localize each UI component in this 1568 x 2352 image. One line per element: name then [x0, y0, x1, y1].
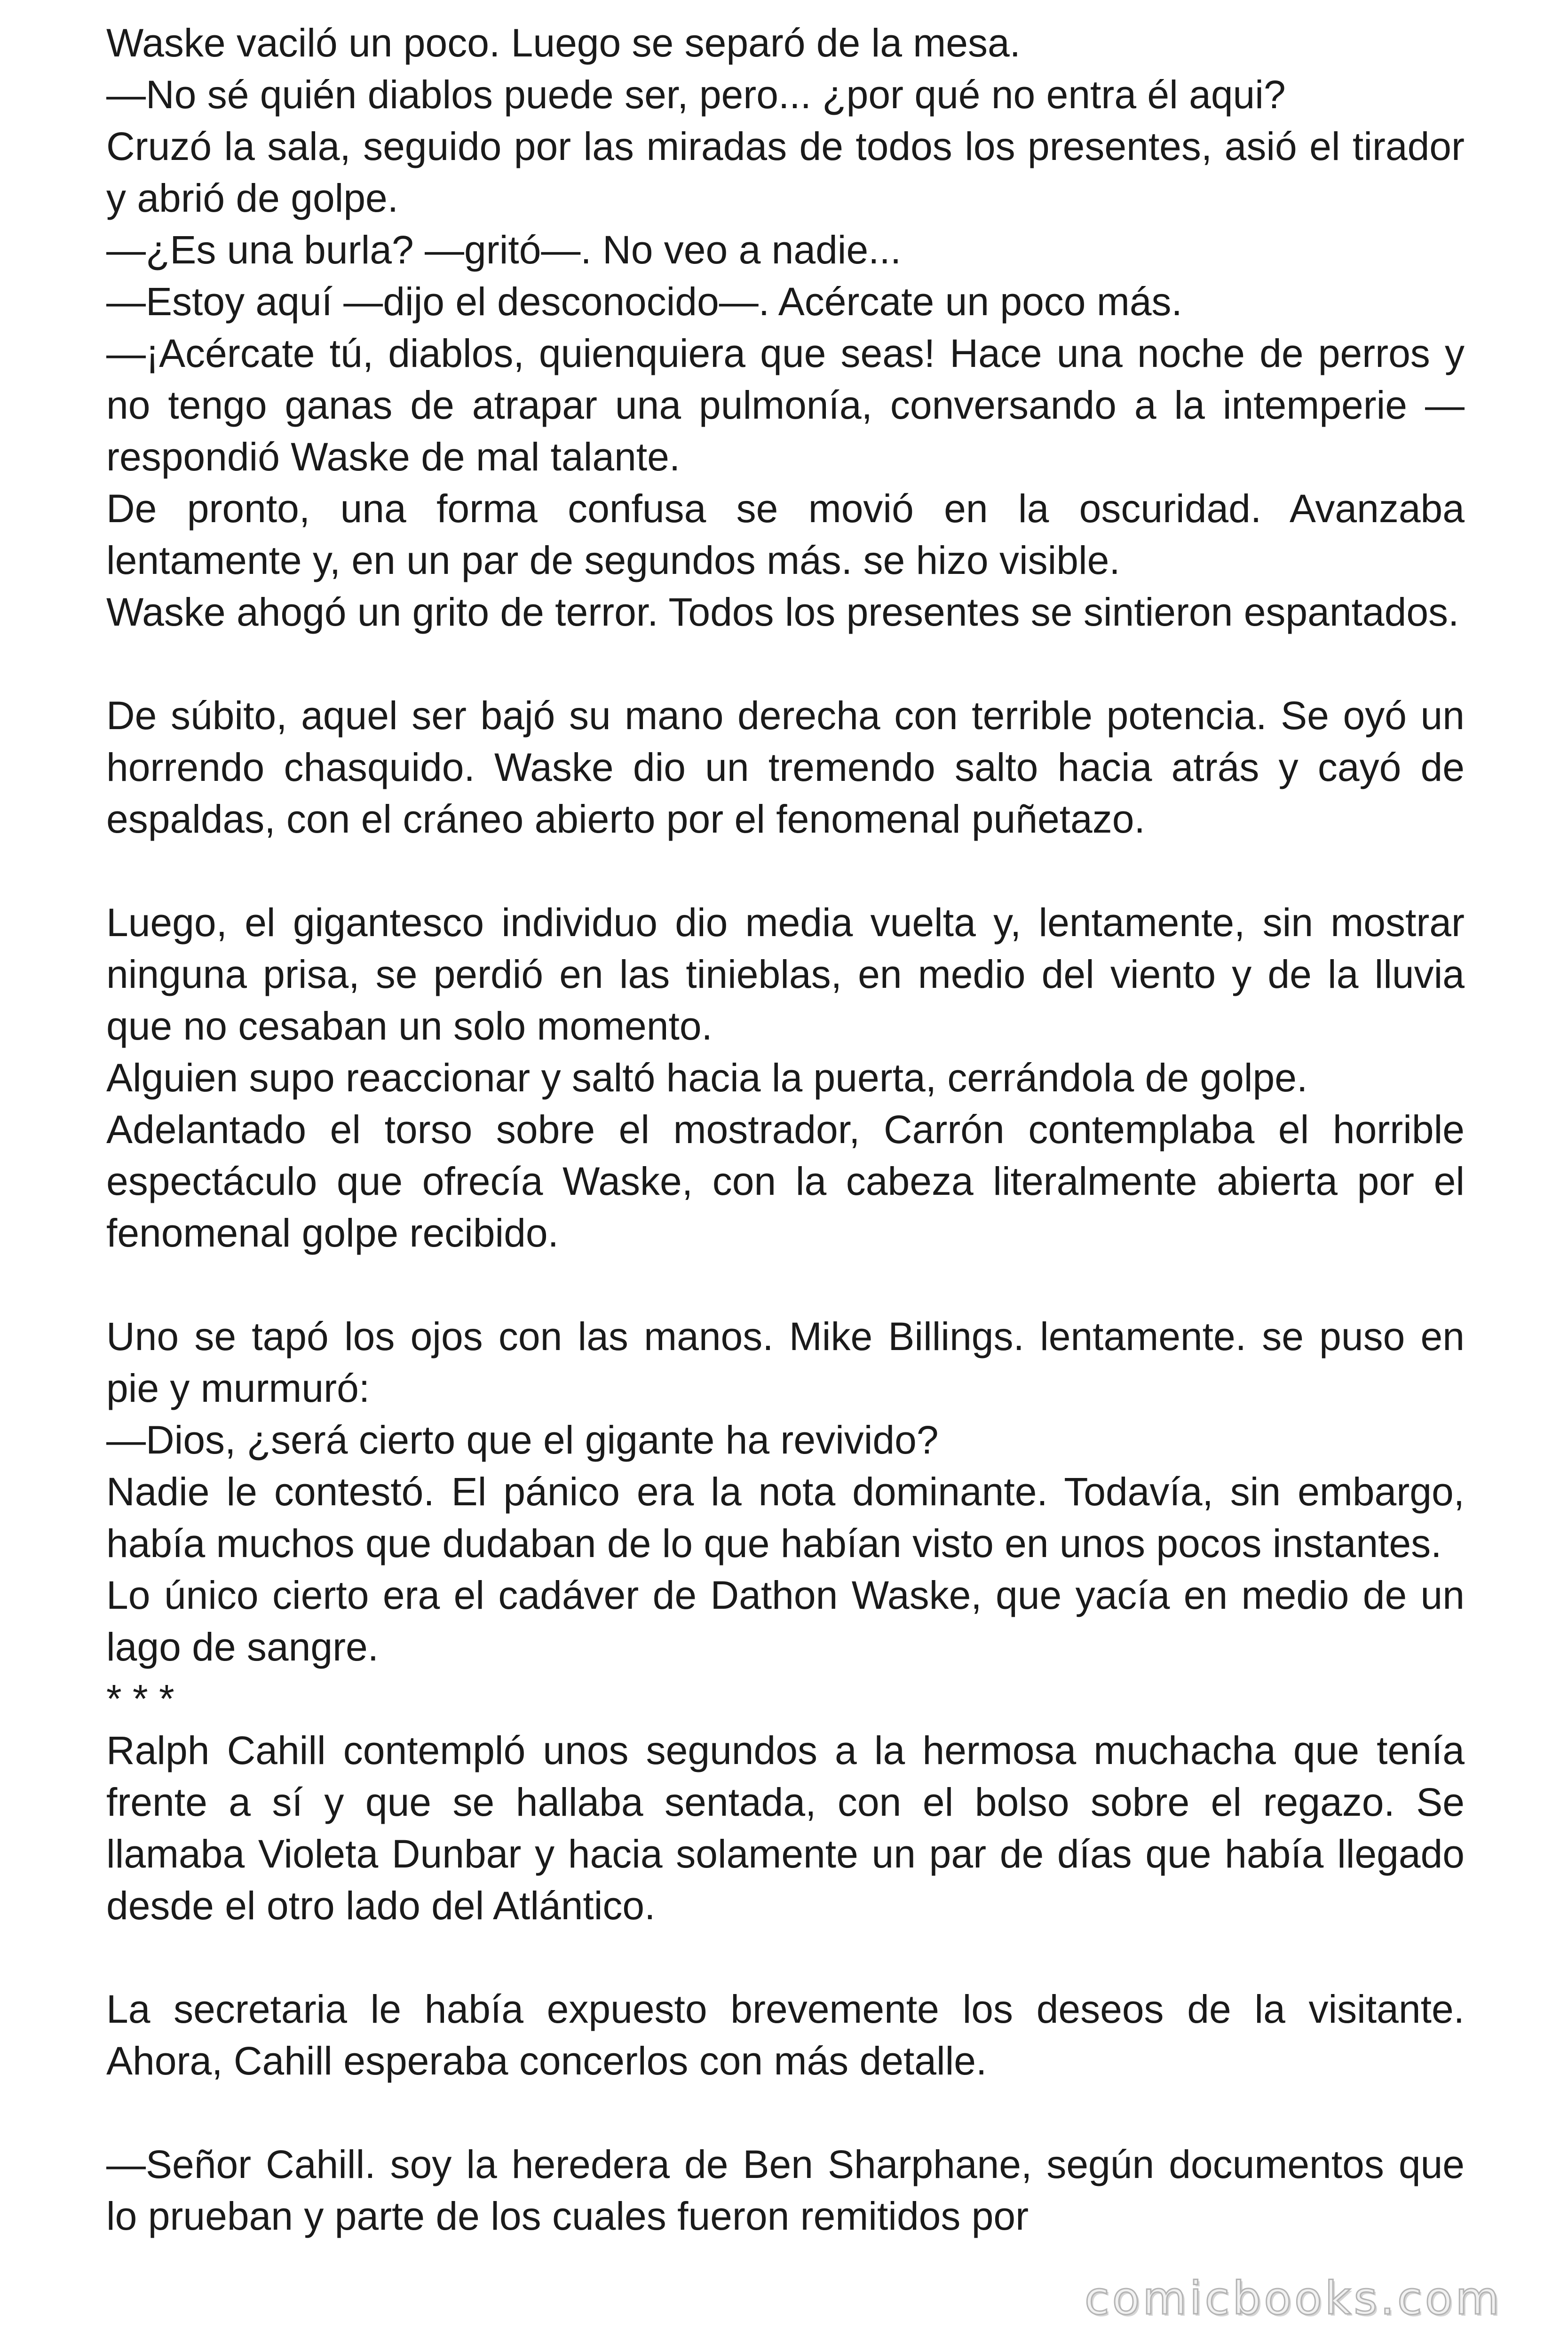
paragraph: Waske ahogó un grito de terror. Todos los presentes se sintieron espantados.	[106, 590, 1459, 634]
watermark-logo: comicbooks.com	[1084, 2272, 1502, 2325]
paragraph: Cruzó la sala, seguido por las miradas de todos los presentes, asió el tirador y abrió de golpe.	[106, 124, 1465, 220]
document-body	[106, 17, 1465, 2242]
paragraph: Alguien supo reaccionar y saltó hacia la puerta, cerrándola de golpe.	[106, 1056, 1308, 1100]
paragraph: —¿Es una burla? —gritó—. No veo a nadie...	[106, 228, 902, 272]
paragraph: De súbito, aquel ser bajó su mano derecha con terrible potencia. Se oyó un horrendo chasquido. Waske dio un tremendo salto hacia atrás y cayó de espaldas, con el cráneo abierto por el fenomenal puñetazo.	[106, 693, 1465, 841]
scene-break: * * *	[106, 1677, 174, 1721]
paragraph: De pronto, una forma confusa se movió en la oscuridad. Avanzaba lentamente y, en un par de segundos más. se hizo visible.	[106, 486, 1465, 582]
paragraph: —¡Acércate tú, diablos, quienquiera que seas! Hace una noche de perros y no tengo ganas de atrapar una pulmonía, conversando a la intemperie —respondió Waske de mal talante.	[106, 331, 1465, 479]
paragraph: Adelantado el torso sobre el mostrador, Carrón contemplaba el horrible espectáculo que ofrecía Waske, con la cabeza literalmente abierta por el fenomenal golpe recibido.	[106, 1107, 1465, 1255]
paragraph: La secretaria le había expuesto brevemente los deseos de la visitante. Ahora, Cahill esperaba concerlos con más detalle.	[106, 1987, 1465, 2083]
paragraph: Luego, el gigantesco individuo dio media vuelta y, lentamente, sin mostrar ninguna prisa, se perdió en las tinieblas, en medio del viento y de la lluvia que no cesaban un solo momento.	[106, 900, 1465, 1048]
paragraph: —No sé quién diablos puede ser, pero... ¿por qué no entra él aqui?	[106, 72, 1286, 117]
paragraph: Waske vaciló un poco. Luego se separó de la mesa.	[106, 21, 1021, 65]
paragraph: —Dios, ¿será cierto que el gigante ha revivido?	[106, 1418, 939, 1462]
paragraph: Uno se tapó los ojos con las manos. Mike Billings. lentamente. se puso en pie y murmuró:	[106, 1314, 1465, 1410]
paragraph: Nadie le contestó. El pánico era la nota dominante. Todavía, sin embargo, había muchos que dudaban de lo que habían visto en unos pocos instantes.	[106, 1470, 1465, 1565]
paragraph: —Estoy aquí —dijo el desconocido—. Acércate un poco más.	[106, 279, 1182, 324]
paragraph: —Señor Cahill. soy la heredera de Ben Sharphane, según documentos que lo prueban y parte de los cuales fueron remitidos por	[106, 2142, 1465, 2238]
paragraph: Lo único cierto era el cadáver de Dathon Waske, que yacía en medio de un lago de sangre.	[106, 1573, 1465, 1669]
paragraph: Ralph Cahill contempló unos segundos a la hermosa muchacha que tenía frente a sí y que se hallaba sentada, con el bolso sobre el regazo. Se llamaba Violeta Dunbar y hacia solamente un par de días que había llegado desde el otro lado del Atlántico.	[106, 1728, 1465, 1928]
